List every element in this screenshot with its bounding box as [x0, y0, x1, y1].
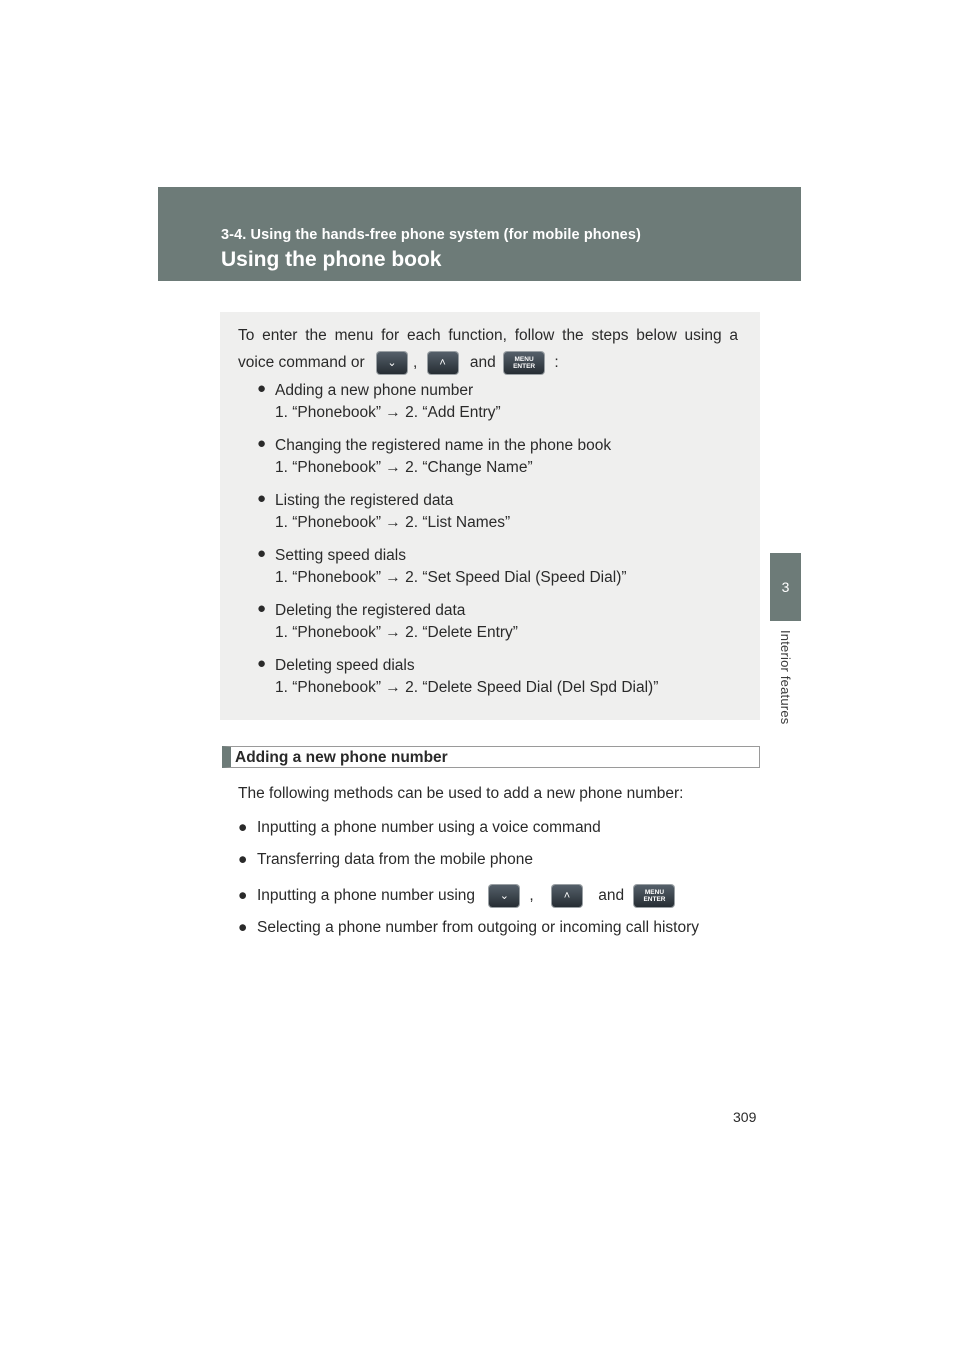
bullet-icon: ● [257, 545, 267, 562]
list-item [238, 917, 758, 939]
list-item [240, 380, 740, 435]
up-key-icon: ˄ [428, 352, 458, 374]
list-item [240, 545, 740, 600]
item-title: Deleting the registered data [275, 602, 466, 619]
comma: , [529, 887, 534, 905]
menu-key-line2: ENTER [643, 896, 666, 903]
chapter-tab: 3 [770, 553, 801, 621]
item-path: 1. “Phonebook” → 2. “Set Speed Dial (Speed Dial)” [275, 569, 627, 586]
subsection-intro: The following methods can be used to add a new phone number: [238, 785, 684, 802]
list-item [238, 817, 758, 839]
list-item [238, 885, 758, 907]
item-path: 1. “Phonebook” → 2. “Delete Entry” [275, 624, 518, 641]
item-title: Adding a new phone number [275, 382, 474, 399]
and-text: and [469, 354, 496, 371]
bullet-icon: ● [257, 490, 267, 507]
item-path: 1. “Phonebook” → 2. “List Names” [275, 514, 511, 531]
menu-key-line2: ENTER [513, 362, 536, 370]
colon: : [554, 354, 559, 371]
menu-key-line1: MENU [514, 355, 534, 363]
method-text: Selecting a phone number from outgoing or incoming call history [257, 919, 699, 937]
section-title: 3-4. Using the hands-free phone system (for mobile phones) [221, 227, 641, 243]
item-title: Deleting speed dials [275, 657, 415, 674]
list-item [238, 849, 758, 871]
item-path: 1. “Phonebook” → 2. “Add Entry” [275, 404, 501, 421]
list-item [240, 490, 740, 545]
methods-list [238, 817, 758, 939]
item-title: Listing the registered data [275, 492, 454, 509]
up-key-icon: ˄ [552, 885, 582, 907]
and-text: and [598, 887, 625, 905]
bullet-icon: ● [257, 380, 267, 397]
down-key-icon: ⌄ [489, 885, 519, 907]
method-text: Inputting a phone number using a voice command [257, 819, 601, 836]
method-text: Inputting a phone number using [257, 887, 476, 905]
subsection-heading: Adding a new phone number [222, 746, 760, 768]
bullet-icon: ● [257, 600, 267, 617]
bullet-icon: ● [257, 655, 267, 672]
menu-enter-key-icon [634, 885, 674, 907]
item-title: Setting speed dials [275, 547, 406, 564]
item-title: Changing the registered name in the phone book [275, 437, 612, 454]
list-item [240, 600, 740, 655]
comma: , [412, 354, 418, 371]
intro-text-2: voice command or [238, 354, 365, 371]
page-title: Using the phone book [221, 248, 442, 271]
intro-text [238, 322, 738, 376]
bullet-icon: ● [238, 851, 248, 868]
bullet-icon: ● [238, 887, 248, 904]
list-item [240, 655, 740, 710]
page-number: 309 [733, 1109, 757, 1125]
item-path: 1. “Phonebook” → 2. “Delete Speed Dial (Del Spd Dial)” [275, 679, 659, 696]
menu-enter-key-icon [504, 352, 544, 374]
intro-line-2 [238, 349, 738, 376]
intro-line-1: To enter the menu for each function, follow the steps below using a [238, 327, 738, 344]
menu-steps-box [220, 312, 760, 720]
method-text: Transferring data from the mobile phone [257, 851, 533, 868]
bullet-icon: ● [238, 919, 248, 937]
bullet-icon: ● [257, 435, 267, 452]
bullet-icon: ● [238, 819, 248, 836]
menu-key-line1: MENU [644, 889, 665, 896]
chapter-header [158, 187, 801, 281]
list-item [240, 435, 740, 490]
menu-items-list [240, 380, 740, 710]
chapter-tab-label: Interior features [778, 630, 793, 725]
down-key-icon: ⌄ [377, 352, 407, 374]
item-path: 1. “Phonebook” → 2. “Change Name” [275, 459, 533, 476]
